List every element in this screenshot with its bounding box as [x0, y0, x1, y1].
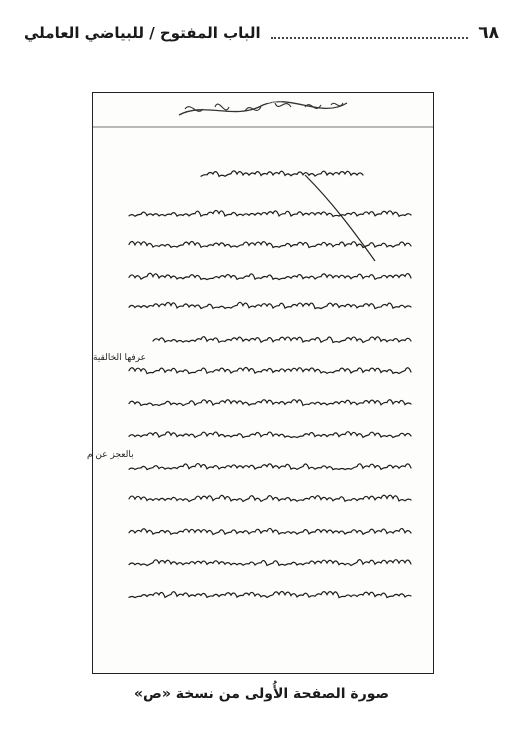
handwritten-line: [129, 560, 411, 566]
margin-note: عرفها الخالقية: [93, 353, 147, 363]
manuscript-image: [93, 93, 433, 673]
handwritten-line: [129, 273, 411, 279]
manuscript-frame: [87, 92, 434, 674]
figure-caption: صورة الصفحة الأُولى من نسخة «ص»: [133, 686, 390, 702]
header-title: الباب المفتوح / للبياضي العاملي: [24, 24, 261, 42]
header-dotted-leader: [271, 27, 469, 39]
margin-note: بالعجز عن م: [87, 450, 134, 460]
handwritten-line: [129, 211, 411, 217]
handwritten-line: [201, 171, 363, 176]
handwritten-line: [129, 400, 411, 406]
handwritten-line: [129, 464, 411, 470]
handwritten-line: [129, 302, 411, 308]
handwritten-line: [129, 528, 411, 534]
handwritten-line: [129, 432, 411, 438]
handwritten-line: [129, 591, 411, 597]
handwritten-line: [153, 337, 411, 343]
handwritten-line: [129, 495, 411, 501]
handwritten-line: [129, 368, 411, 374]
page-header: [24, 22, 499, 44]
seal-text: مكتبة العلامة المجلسي: [263, 102, 282, 104]
handwritten-line: [129, 241, 411, 247]
page-number: ٦٨: [478, 23, 499, 43]
